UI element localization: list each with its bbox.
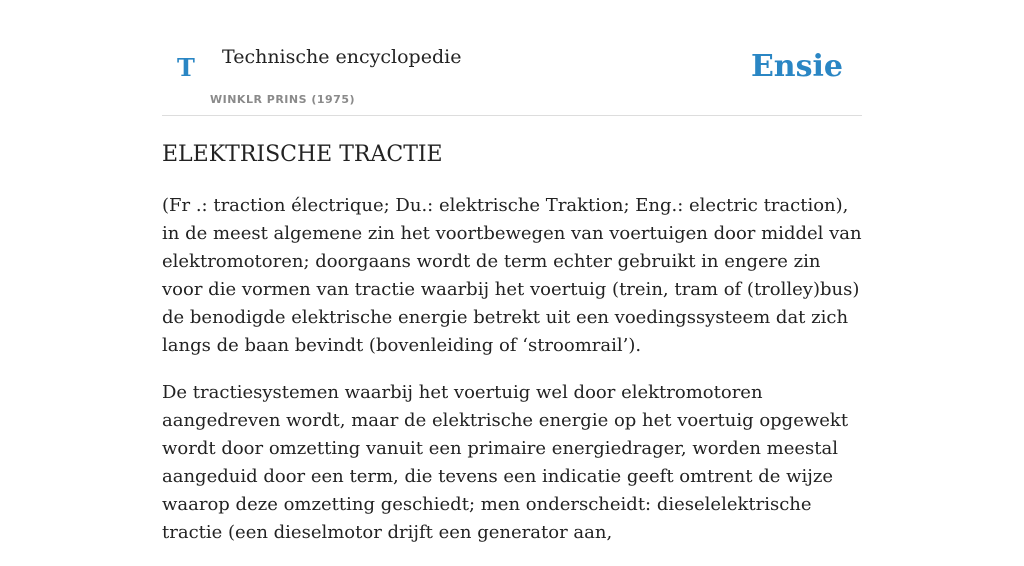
article-paragraph: (Fr .: traction électrique; Du.: elektrische Traktion; Eng.: electric traction), in de meest algemene zin het voortbewegen van voertuigen door middel van elektromotoren; doorgaans wordt de term echter gebruikt in engere zin voor die vormen van tractie waarbij het voertuig (trein, tram of (trolley)bus) de benodigde elektrische energie betrekt uit een voedingssysteem dat zich langs de baan bevindt (bovenleiding of ‘stroomrail’). bbox=[162, 195, 862, 356]
article-title: ELEKTRISCHE TRACTIE bbox=[162, 142, 443, 167]
page-container bbox=[162, 0, 862, 543]
site-logo[interactable]: T bbox=[177, 53, 195, 82]
brand-logo[interactable]: Ensie bbox=[750, 49, 843, 84]
site-title[interactable]: Technische encyclopedie bbox=[222, 46, 462, 68]
site-header bbox=[162, 0, 862, 116]
article-paragraph: De tractiesystemen waarbij het voertuig wel door elektromotoren aangedreven wordt, maar de elektrische energie op het voertuig opgewekt wordt door omzetting vanuit een primaire energiedrager, worden meestal aangeduid door een term, die tevens een indicatie geeft omtrent de wijze waarop deze omzetting geschiedt; men onderscheidt: dieselelektrische tractie (een dieselmotor drijft een generator aan, bbox=[162, 382, 849, 543]
source-label: WINKLR PRINS (1975) bbox=[210, 93, 356, 106]
article-body bbox=[162, 192, 862, 566]
